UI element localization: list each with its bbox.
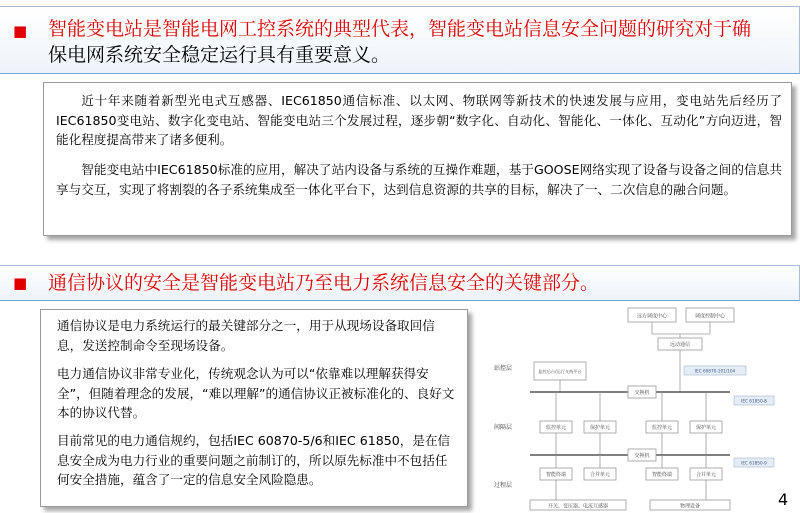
process-unit-1-label: 智能终端	[545, 472, 567, 478]
physical-equipment-left-label: 开关、变压器、电流互感器	[547, 503, 609, 510]
section1-text-panel	[43, 82, 792, 236]
gateway-label: 远动通信	[669, 342, 691, 348]
switch-1-label: 交换机	[634, 390, 650, 396]
station-monitor-label: 监控后台/运行支持平台	[538, 369, 582, 374]
section1-bullet: ■	[13, 22, 28, 40]
layer-process-label: 过程层	[494, 482, 513, 489]
page-number: 4	[778, 490, 789, 509]
section1-heading-line1: 智能变电站是智能电网工控系统的典型代表，智能变电站信息安全问题的研究对于确	[48, 18, 752, 40]
std-label-1: IEC 60870-101/104	[694, 368, 736, 374]
section1-paragraph-2: 智能变电站中IEC61850标准的应用，解决了站内设备与系统的互操作难题，基于GOOSE网络实现了设备与设备之间的信息共享与交互，实现了将割裂的各子系统集成至一体化平台下，达到信息资源的共享的目标，解决了一、二次信息的融合问题。	[56, 162, 782, 197]
process-unit-3-label: 智能终端	[651, 472, 673, 478]
std-label-3: IEC 61850-9	[741, 460, 767, 466]
section2-heading	[48, 270, 788, 296]
section2-bullet: ■	[13, 274, 28, 292]
section1-heading-line2: 保电网系统安全稳定运行具有重要意义。	[48, 44, 391, 66]
section2-text-panel	[40, 309, 468, 507]
section1-paragraph-1: 近十年来随着新型光电式互感器、IEC61850通信标准、以太网、物联网等新技术的快速发展与应用，变电站先后经历了IEC61850变电站、数字化变电站、智能变电站三个发展过程，逐步朝“数字化、自动化、智能化、一体化、互动化”方向迈进，智能化程度提高带来了诸多便利。	[56, 93, 782, 147]
bay-unit-3-label: 监控单元	[651, 425, 673, 431]
physical-equipment-right-label: 物理设备	[679, 503, 701, 510]
bay-unit-1-label: 监控单元	[545, 425, 567, 431]
process-unit-2-label: 合并单元	[589, 472, 611, 478]
section2-paragraph-1: 通信协议是电力系统运行的最关键部分之一，用于从现场设备取回信息，发送控制命令至现场设备。	[57, 318, 435, 353]
layer-bay-label: 间隔层	[494, 424, 513, 431]
dispatch-control-label: 调度控制中心	[694, 313, 726, 320]
section2-heading-text: 通信协议的安全是智能变电站乃至电力系统信息安全的关键部分。	[48, 272, 600, 294]
bay-unit-4-label: 保护单元	[695, 425, 717, 431]
section1-heading	[48, 16, 793, 68]
switch-2-label: 交换机	[634, 453, 650, 459]
std-label-2: IEC 61850-8	[741, 398, 767, 404]
section2-paragraph-2: 电力通信协议非常专业化，传统观念认为可以“依靠难以理解获得安全”，但随着理念的发展，“难以理解”的通信协议正被标准化的、良好文本的协议代替。	[57, 366, 455, 420]
remote-dispatch-label: 远方调度中心	[636, 313, 668, 320]
layer-station-label: 站控层	[494, 365, 513, 372]
bay-unit-2-label: 保护单元	[589, 425, 611, 431]
substation-architecture-diagram	[490, 300, 789, 513]
section2-paragraph-3: 目前常见的电力通信规约，包括IEC 60870-5/6和IEC 61850，是在信息安全成为电力行业的重要问题之前制订的，所以原先标准中不包括任何安全措施，蕴含了一定的信息安全风险隐患。	[57, 433, 451, 487]
process-unit-4-label: 合并单元	[695, 472, 717, 478]
